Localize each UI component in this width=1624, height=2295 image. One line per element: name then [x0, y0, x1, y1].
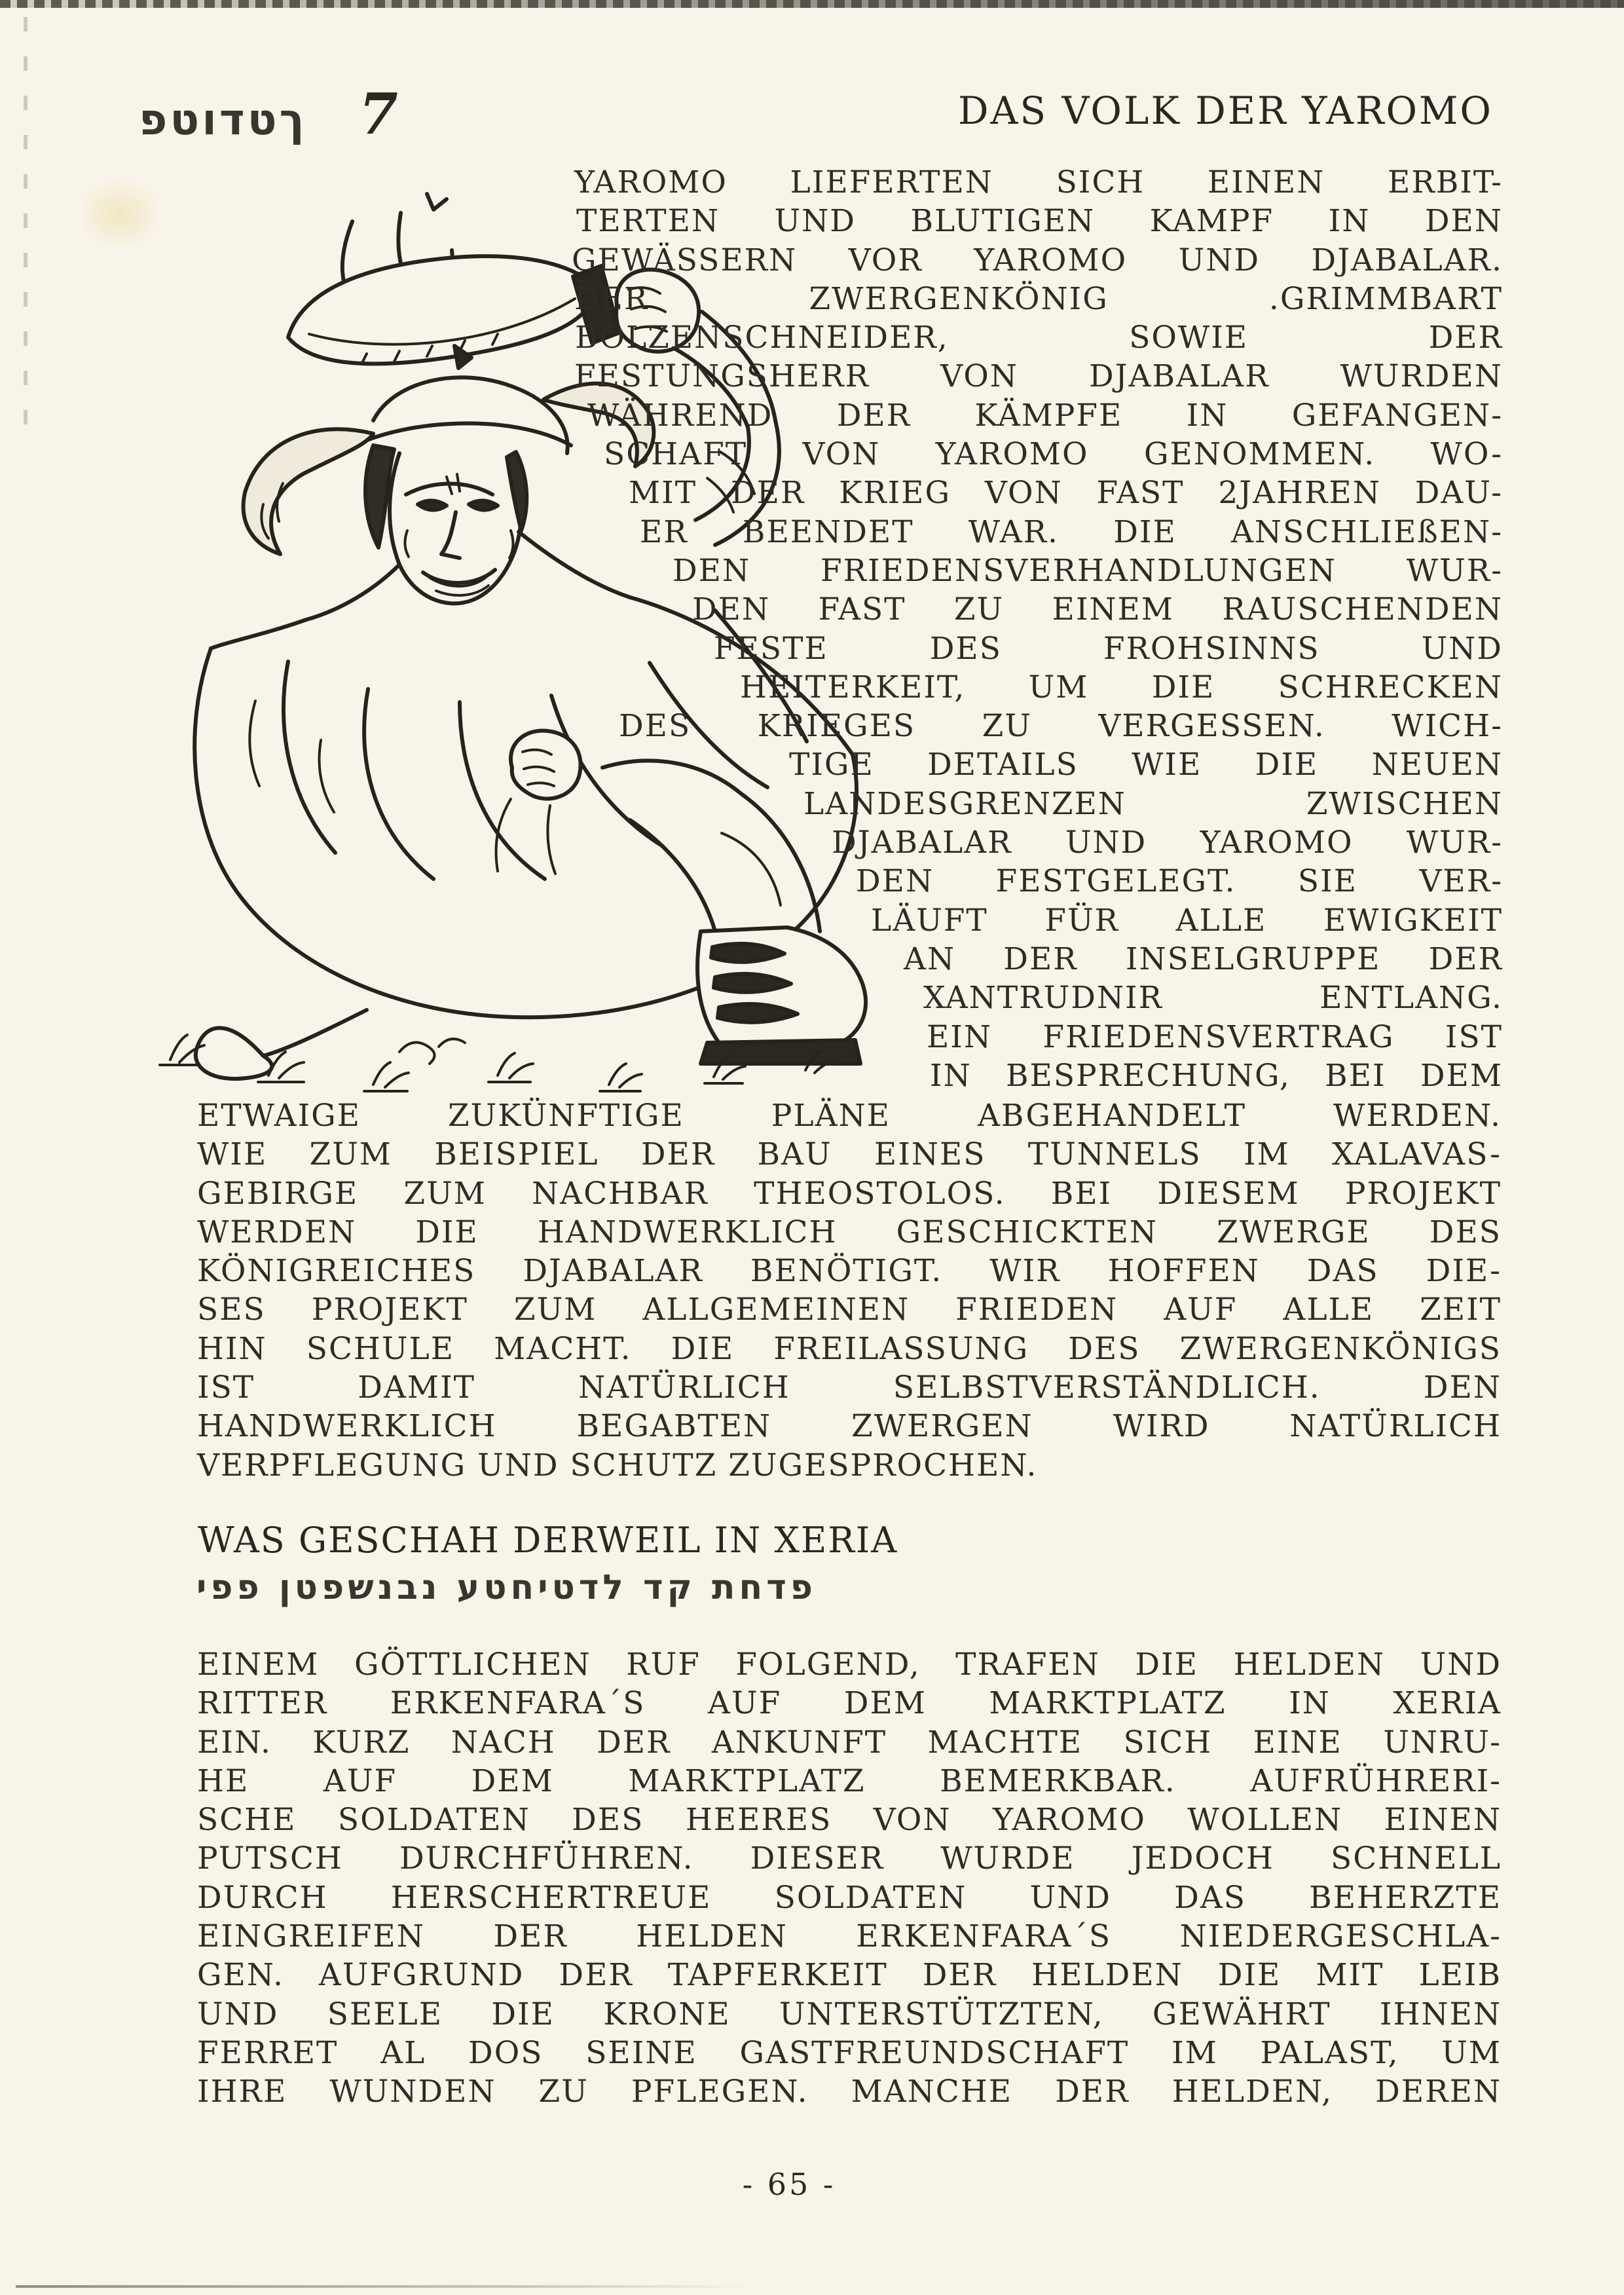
text-line: IN BESPRECHUNG, BEI DEM — [930, 1057, 1503, 1094]
text-line: DEN FRIEDENSVERHANDLUNGEN WUR- — [673, 552, 1503, 589]
wrapped-paragraph — [0, 163, 1503, 1095]
text-line: YAROMO LIEFERTEN SICH EINEN ERBIT- — [574, 164, 1503, 200]
text-line: GEN. AUFGRUND DER TAPFERKEIT DER HELDEN DIE MIT LEIB — [197, 1957, 1502, 1994]
text-line: HIN SCHULE MACHT. DIE FREILASSUNG DES ZWERGENKÖNIGS — [197, 1330, 1502, 1367]
text-line: SCHE SOLDATEN DES HEERES VON YAROMO WOLLEN EINEN — [197, 1802, 1502, 1838]
text-line: TERTEN UND BLUTIGEN KAMPF IN DEN — [576, 203, 1503, 240]
text-line: SCHAFT VON YAROMO GENOMMEN. WO- — [604, 436, 1503, 473]
text-line: BOLZENSCHNEIDER, SOWIE DER — [575, 320, 1503, 356]
text-line: DEN FAST ZU EINEM RAUSCHENDEN — [692, 591, 1503, 628]
text-line: AN DER INSELGRUPPE DER — [904, 941, 1503, 977]
text-line: DES KRIEGES ZU VERGESSEN. WICH- — [619, 708, 1503, 745]
text-line: EINGREIFEN DER HELDEN ERKENFARA´S NIEDERGESCHLA- — [197, 1918, 1502, 1955]
text-line: HE AUF DEM MARKTPLATZ BEMERKBAR. AUFRÜHRERI- — [197, 1763, 1502, 1799]
text-line: EIN. KURZ NACH DER ANKUNFT MACHTE SICH EINE UNRU- — [197, 1724, 1502, 1761]
text-line: WÄHREND DER KÄMPFE IN GEFANGEN- — [587, 397, 1503, 434]
rune-inscription: ךטדוטפ — [139, 94, 307, 145]
text-line: ETWAIGE ZUKÜNFTIGE PLÄNE ABGEHANDELT WERDEN. — [197, 1098, 1502, 1134]
text-line: UND SEELE DIE KRONE UNTERSTÜTZTEN, GEWÄHRT IHNEN — [197, 1996, 1502, 2032]
section-heading: WAS GESCHAH DERWEIL IN XERIA — [198, 1520, 898, 1561]
text-line: DURCH HERSCHERTREUE SOLDATEN UND DAS BEHERZTE — [197, 1879, 1502, 1916]
text-line: TIGE DETAILS WIE DIE NEUEN — [789, 747, 1503, 783]
text-line: RITTER ERKENFARA´S AUF DEM MARKTPLATZ IN XERIA — [197, 1685, 1502, 1722]
text-line: HANDWERKLICH BEGABTEN ZWERGEN WIRD NATÜRLICH — [197, 1408, 1502, 1445]
text-line: FESTE DES FROHSINNS UND — [714, 630, 1503, 667]
page-number: - 65 - — [742, 2167, 836, 2202]
text-line: FERRET AL DOS SEINE GASTFREUNDSCHAFT IM PALAST, UM — [197, 2034, 1502, 2071]
text-line: GEWÄSSERN VOR YAROMO UND DJABALAR. — [572, 242, 1503, 278]
text-line: PUTSCH DURCHFÜHREN. DIESER WURDE JEDOCH SCHNELL — [197, 1840, 1502, 1877]
text-line: MIT DER KRIEG VON FAST 2JAHREN DAU- — [629, 475, 1503, 512]
text-line: WIE ZUM BEISPIEL DER BAU EINES TUNNELS IM XALAVAS- — [197, 1136, 1502, 1173]
text-line: XANTRUDNIR ENTLANG. — [923, 980, 1503, 1017]
text-line: EINEM GÖTTLICHEN RUF FOLGEND, TRAFEN DIE HELDEN UND — [197, 1647, 1502, 1683]
text-line: SES PROJEKT ZUM ALLGEMEINEN FRIEDEN AUF ALLE ZEIT — [197, 1292, 1502, 1328]
rune-number: 7 — [359, 81, 398, 147]
paragraph-xeria — [197, 1645, 1502, 2112]
text-line: WERDEN DIE HANDWERKLICH GESCHICKTEN ZWERGE DES — [197, 1214, 1502, 1250]
scan-edge-artifact-top — [0, 0, 1624, 8]
rune-subtitle: פדחת קד לדטיחטע נבנשפטן פפי — [196, 1568, 817, 1607]
text-line: ER BEENDET WAR. DIE ANSCHLIEßEN- — [640, 513, 1503, 550]
text-line: DJABALAR UND YAROMO WUR- — [832, 825, 1503, 861]
text-line: FESTUNGSHERR VON DJABALAR WURDEN — [574, 358, 1503, 395]
text-line: EIN FRIEDENSVERTRAG IST — [927, 1018, 1503, 1055]
text-line: KÖNIGREICHES DJABALAR BENÖTIGT. WIR HOFFEN DAS DIE- — [197, 1253, 1502, 1290]
text-line: DEN FESTGELEGT. SIE VER- — [856, 863, 1503, 900]
text-line: GEBIRGE ZUM NACHBAR THEOSTOLOS. BEI DIESEM PROJEKT — [197, 1175, 1502, 1212]
paragraph-yaromo-continued — [197, 1096, 1502, 1485]
text-line: IST DAMIT NATÜRLICH SELBSTVERSTÄNDLICH. DEN — [197, 1370, 1502, 1406]
scan-edge-artifact-bottom — [16, 2285, 749, 2288]
text-line: VERPFLEGUNG UND SCHUTZ ZUGESPROCHEN. — [197, 1447, 1038, 1483]
text-line: IHRE WUNDEN ZU PFLEGEN. MANCHE DER HELDEN, DEREN — [197, 2074, 1502, 2110]
page-title: DAS VOLK DER YAROMO — [957, 88, 1493, 133]
text-line: LANDESGRENZEN ZWISCHEN — [803, 785, 1503, 822]
text-line: HEITERKEIT, UM DIE SCHRECKEN — [740, 669, 1503, 705]
text-line: LÄUFT FÜR ALLE EWIGKEIT — [871, 902, 1503, 939]
text-line: DER ZWERGENKÖNIG .GRIMMBART — [574, 280, 1503, 317]
